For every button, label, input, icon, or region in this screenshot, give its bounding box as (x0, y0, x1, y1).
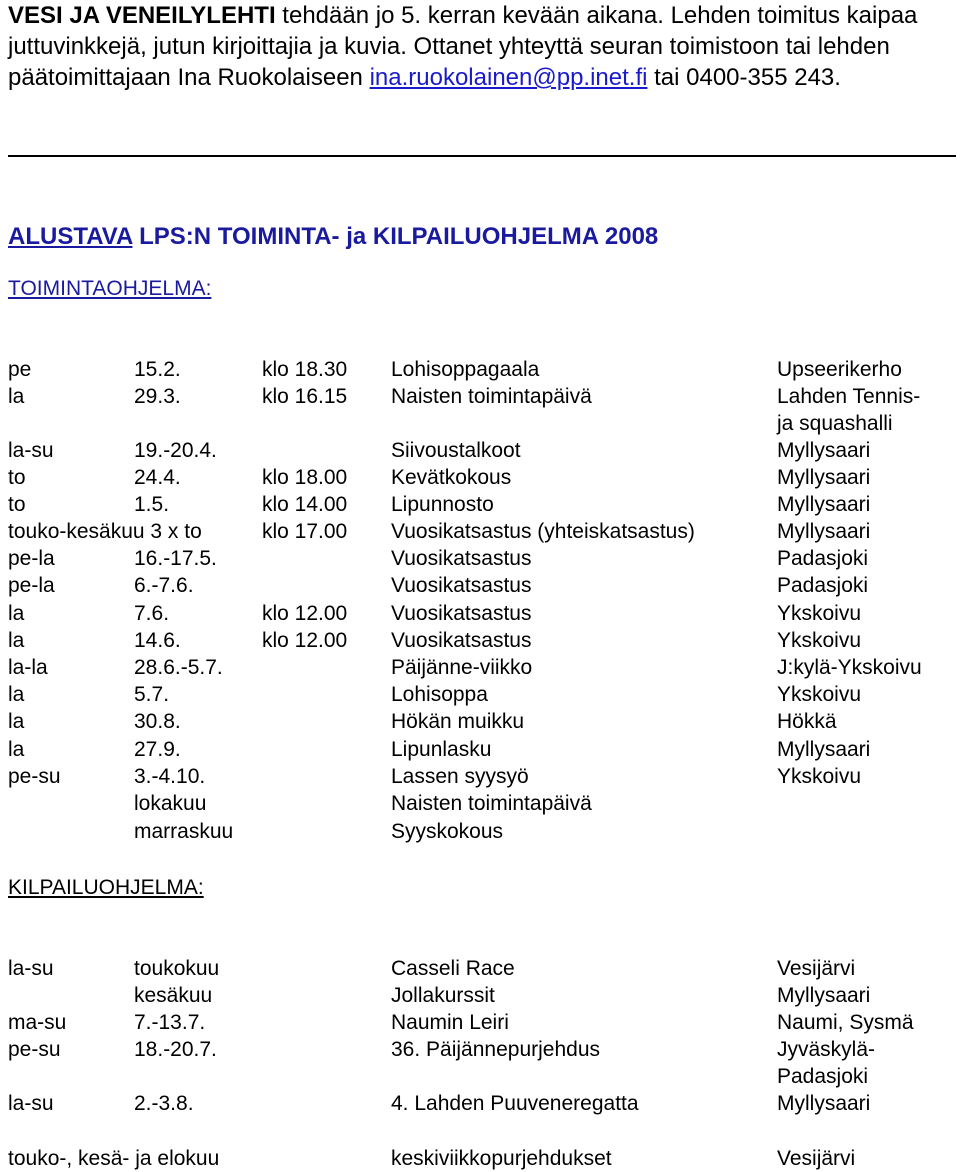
row-event: Casseli Race (391, 957, 515, 980)
row-date: 27.9. (134, 738, 181, 761)
divider (8, 155, 956, 157)
row-event: Vuosikatsastus (391, 602, 532, 625)
magazine-name: VESI JA VENEILYLEHTI (8, 2, 276, 29)
row-day: la-su (8, 439, 54, 462)
row-day: la-la (8, 656, 48, 679)
row-date: toukokuu (134, 957, 220, 980)
row-time: klo 12.00 (262, 602, 348, 625)
row-place: Ykskoivu (777, 765, 862, 788)
row-date: 19.-20.4. (134, 439, 217, 462)
footer-period: touko-, kesä- ja elokuu (8, 1147, 220, 1170)
row-date: 28.6.-5.7. (134, 656, 223, 679)
row-place-continued: Padasjoki (777, 1065, 869, 1088)
row-event: Lohisoppa (391, 683, 488, 706)
row-event: Jollakurssit (391, 984, 495, 1007)
row-day: la (8, 385, 25, 408)
row-event: 36. Päijännepurjehdus (391, 1038, 600, 1061)
row-event: Syyskokous (391, 820, 504, 843)
row-place: Ykskoivu (777, 629, 862, 652)
row-place: Myllysaari (777, 439, 871, 462)
row-date: 1.5. (134, 493, 170, 516)
row-day: touko-kesäkuu 3 x to (8, 520, 202, 543)
row-day: pe-la (8, 574, 55, 597)
row-place: J:kylä-Ykskoivu (777, 656, 922, 679)
row-date: 29.3. (134, 385, 181, 408)
footer-event: keskiviikkopurjehdukset (391, 1147, 612, 1170)
row-time: klo 17.00 (262, 520, 348, 543)
row-day: la-su (8, 1092, 54, 1115)
row-day: pe-su (8, 1038, 61, 1061)
row-place: Myllysaari (777, 520, 871, 543)
row-event: Vuosikatsastus (391, 574, 532, 597)
row-date: lokakuu (134, 792, 207, 815)
row-place: Padasjoki (777, 574, 869, 597)
row-date: 30.8. (134, 710, 181, 733)
row-day: to (8, 466, 26, 489)
intro-phone-text: tai 0400-355 243. (647, 64, 841, 91)
row-place: Ykskoivu (777, 683, 862, 706)
row-date: 16.-17.5. (134, 547, 217, 570)
row-place: Myllysaari (777, 493, 871, 516)
row-time: klo 16.15 (262, 385, 348, 408)
row-place: Hökkä (777, 710, 837, 733)
row-event: Lipunlasku (391, 738, 492, 761)
row-event: Kevätkokous (391, 466, 512, 489)
row-time: klo 14.00 (262, 493, 348, 516)
row-date: 6.-7.6. (134, 574, 194, 597)
row-day: pe-su (8, 765, 61, 788)
row-place: Jyväskylä- (777, 1038, 876, 1061)
footer-place: Vesijärvi (777, 1147, 856, 1170)
row-event: Hökän muikku (391, 710, 525, 733)
title-rest: LPS:N TOIMINTA- ja KILPAILUOHJELMA 2008 (132, 223, 659, 250)
row-date: 24.4. (134, 466, 181, 489)
row-time: klo 18.30 (262, 358, 348, 381)
row-place: Myllysaari (777, 466, 871, 489)
row-time: klo 18.00 (262, 466, 348, 489)
row-event: Naisten toimintapäivä (391, 385, 592, 408)
row-event: Lohisoppagaala (391, 358, 540, 381)
row-event: Lipunnosto (391, 493, 494, 516)
row-day: la-su (8, 957, 54, 980)
row-event: Vuosikatsastus (yhteiskatsastus) (391, 520, 695, 543)
row-event: Päijänne-viikko (391, 656, 533, 679)
row-day: ma-su (8, 1011, 67, 1034)
kilpailu-heading: KILPAILUOHJELMA: (8, 876, 204, 899)
row-date: 7.-13.7. (134, 1011, 206, 1034)
row-date: 18.-20.7. (134, 1038, 217, 1061)
row-event: Naumin Leiri (391, 1011, 509, 1034)
intro-paragraph (8, 0, 958, 93)
row-date: kesäkuu (134, 984, 213, 1007)
row-day: pe (8, 358, 32, 381)
row-event: Naisten toimintapäivä (391, 792, 592, 815)
row-event: 4. Lahden Puuveneregatta (391, 1092, 639, 1115)
row-place: Upseerikerho (777, 358, 902, 381)
row-event: Lassen syysyö (391, 765, 529, 788)
row-place-continued: ja squashalli (777, 412, 893, 435)
title-underlined: ALUSTAVA (8, 223, 133, 250)
row-place: Vesijärvi (777, 957, 856, 980)
email-link[interactable]: ina.ruokolainen@pp.inet.fi (369, 64, 648, 91)
row-day: la (8, 738, 25, 761)
row-time: klo 12.00 (262, 629, 348, 652)
row-date: 7.6. (134, 602, 170, 625)
row-date: marraskuu (134, 820, 234, 843)
row-day: to (8, 493, 26, 516)
row-date: 5.7. (134, 683, 170, 706)
row-event: Vuosikatsastus (391, 629, 532, 652)
row-day: la (8, 602, 25, 625)
row-place: Ykskoivu (777, 602, 862, 625)
row-place: Padasjoki (777, 547, 869, 570)
row-place: Lahden Tennis- (777, 385, 921, 408)
row-place: Naumi, Sysmä (777, 1011, 914, 1034)
row-place: Myllysaari (777, 1092, 871, 1115)
row-date: 3.-4.10. (134, 765, 206, 788)
row-place: Myllysaari (777, 738, 871, 761)
row-day: la (8, 710, 25, 733)
intro-text: tehdään jo 5. kerran kevään aikana. Lehden toimitus kaipaa juttuvinkkejä, jutun kirjoittajia ja kuvia. Ottanet yhteyttä seuran toimistoon tai lehden päätoimittajaan Ina Ruokolaiseen (8, 2, 918, 91)
row-date: 2.-3.8. (134, 1092, 194, 1115)
row-event: Vuosikatsastus (391, 547, 532, 570)
row-day: la (8, 683, 25, 706)
row-day: pe-la (8, 547, 55, 570)
toiminta-heading: TOIMINTAOHJELMA: (8, 277, 212, 300)
row-event: Siivoustalkoot (391, 439, 521, 462)
row-place: Myllysaari (777, 984, 871, 1007)
page-title (8, 222, 658, 252)
row-day: la (8, 629, 25, 652)
row-date: 14.6. (134, 629, 181, 652)
row-date: 15.2. (134, 358, 181, 381)
